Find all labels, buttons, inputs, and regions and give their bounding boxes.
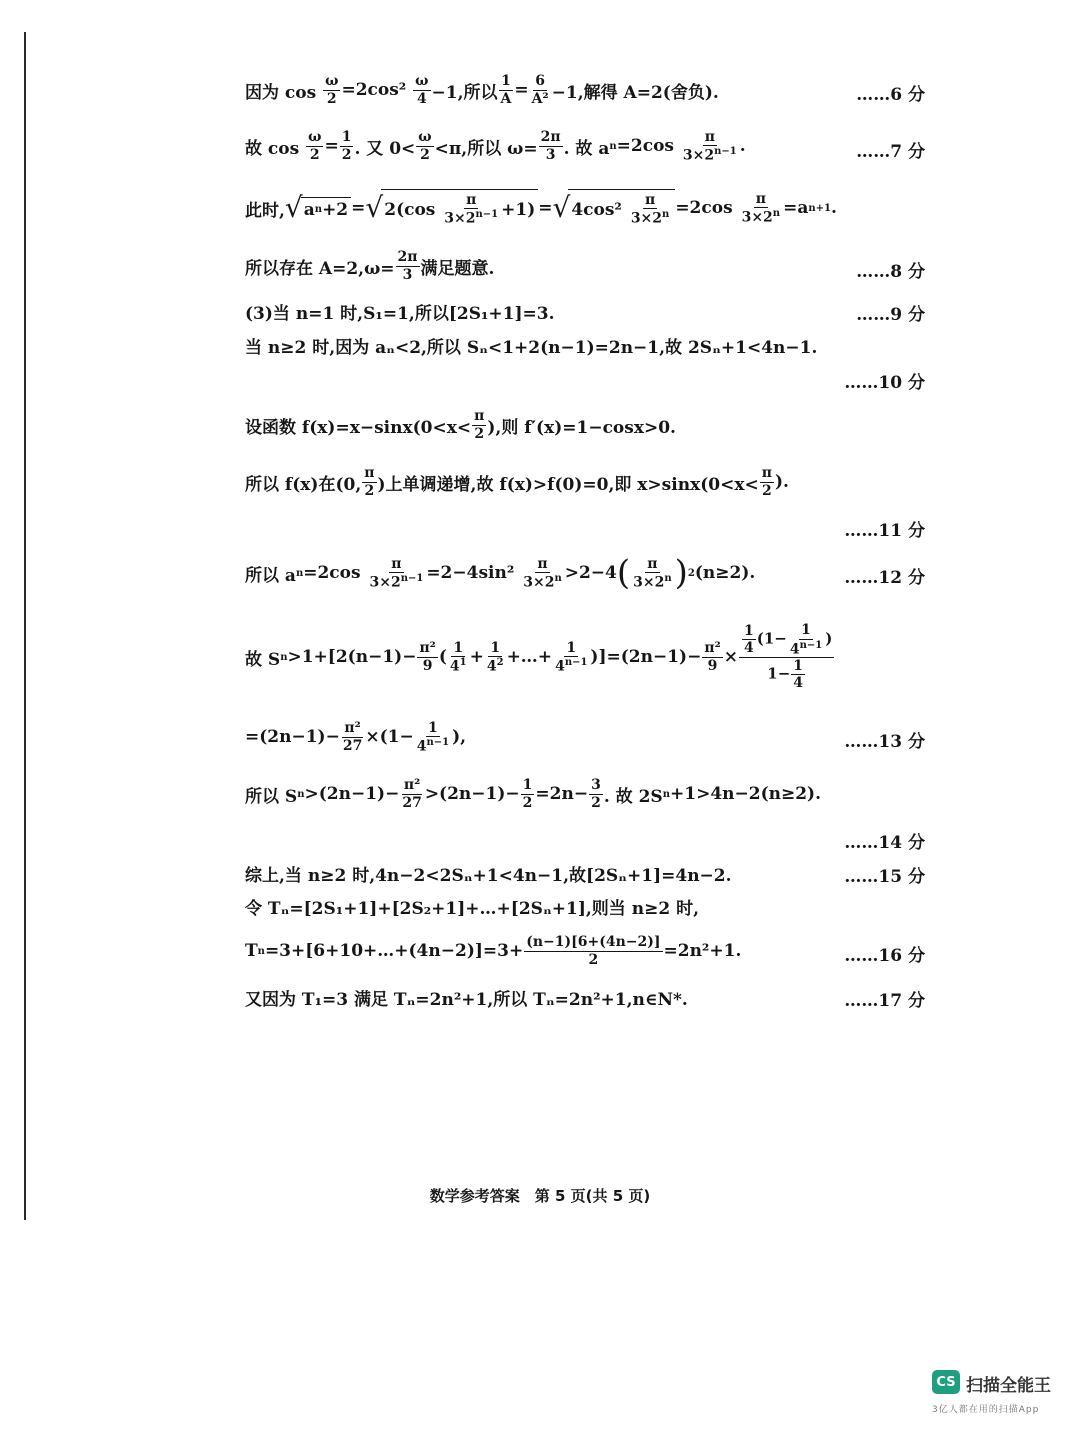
solution-line bbox=[245, 404, 925, 446]
solution-line: 当 n≥2 时,因为 aₙ<2,所以 Sₙ<1+2(n−1)=2n−1,故 2Sₙ+1<4n−1. bbox=[245, 337, 818, 358]
solution-line bbox=[245, 612, 925, 702]
solution-line: 综上,当 n≥2 时,4n−2<2Sₙ+1<4n−1,故[2Sₙ+1]=4n−2. bbox=[245, 865, 732, 886]
solution-line bbox=[245, 461, 925, 503]
line-expr: T n =3+[6+10+…+(4n−2)]=3+ $\frac{(n-1)[6+(4n-2)]}{2}$ =2n²+1. bbox=[245, 934, 742, 968]
score-mark: ……7 分 bbox=[856, 142, 925, 162]
solution-line bbox=[245, 715, 925, 759]
watermark-name: 扫描全能王 bbox=[966, 1376, 1051, 1396]
line-expr: 所以 f(x)在(0, $\frac{\pi}{2}$ )上单调递增,故 f(x)>f(0)=0,即 x>sinx(0<x< $\frac{\pi}{2}$ ). bbox=[245, 465, 789, 499]
score-mark: ……14 分 bbox=[844, 833, 925, 853]
scanner-watermark bbox=[930, 1370, 1060, 1420]
line-expr: 设函数 f(x)=x−sinx(0<x< $\frac{\pi}{2}$ ),则 f′(x)=1−cosx>0. bbox=[245, 408, 676, 442]
page-footer: 数学参考答案 第 5 页(共 5 页) bbox=[429, 1187, 651, 1205]
solution-line bbox=[245, 70, 925, 110]
watermark-tagline: 3亿人都在用的扫描App bbox=[932, 1405, 1040, 1415]
solution-line bbox=[245, 928, 925, 974]
line-expr: =(2n−1)− $\frac{\text{π²}}{27}$ ×(1− $\frac{1}{4^{n-1}}$ ), bbox=[245, 719, 467, 755]
score-mark: ……17 分 bbox=[844, 991, 925, 1011]
score-mark: ……10 分 bbox=[844, 373, 925, 393]
solution-line: 令 Tₙ=[2S₁+1]+[2S₂+1]+…+[2Sₙ+1],则当 n≥2 时, bbox=[245, 898, 699, 919]
line-expr: 故 cos $\frac{\omega}{2}$ = $\frac{1}{2}$ . 又 0< $\frac{\omega}{2}$ <π,所以 ω= $\frac{2\pi}{3}$ . 故 a n =2cos $\frac{\pi}{3\times 2^{n-1}}$ . bbox=[245, 128, 746, 164]
solution-line bbox=[245, 550, 925, 596]
line-expr: 所以存在 A=2,ω= $\frac{2\pi}{3}$ 满足题意. bbox=[245, 249, 495, 283]
solution-line: (3)当 n=1 时,S₁=1,所以[2S₁+1]=3. bbox=[245, 303, 555, 324]
line-expr: 所以 a n =2cos $\frac{\pi}{3\times 2^{n-1}}$ =2−4sin² $\frac{\pi}{3\times 2^n}$ >2−4 ( $\frac{\pi}{3\times 2^n}$ ) 2 (n≥2). bbox=[245, 553, 756, 593]
score-mark: ……13 分 bbox=[844, 732, 925, 752]
camscanner-logo-icon: CS bbox=[932, 1370, 960, 1394]
score-mark: ……6 分 bbox=[856, 85, 925, 105]
solution-line bbox=[245, 245, 925, 287]
score-mark: ……16 分 bbox=[844, 946, 925, 966]
solution-line bbox=[245, 184, 925, 232]
margin-line bbox=[24, 32, 26, 1220]
solution-line bbox=[245, 125, 925, 167]
line-expr: 故 S n >1+[2(n−1)− $\frac{\text{π²}}{9}$ ( $\frac{1}{4^1}$ + $\frac{1}{4^2}$ +…+ $\frac{1}{4^{n-1}}$ )]=(2n−1)− $\frac{\text{π²}}{9}$ × $\frac{1}{4}$ (1− $\frac{1}{4^{n-1}}$ ) 1− $\frac{1}{4}$ bbox=[245, 622, 833, 692]
line-expr: 此时, √ a n +2 = √ 2(cos $\frac{\pi}{3\times 2^{n-1}}$ +1) = √ 4cos² $\frac{\pi}{3\times 2^n}$ =2cos $\frac{\pi}{3\times 2^n}$ =a n+1 . bbox=[245, 190, 837, 227]
score-mark: ……9 分 bbox=[856, 305, 925, 325]
line-expr: 因为 cos $\frac{\omega}{2}$ =2cos² $\frac{\omega}{4}$ −1,所以 $\frac{1}{A}$ = $\frac{6}{\text{A²}}$ −1,解得 A=2(舍负). bbox=[245, 73, 719, 107]
score-mark: ……12 分 bbox=[844, 568, 925, 588]
solution-line bbox=[245, 772, 925, 816]
solution-line: 又因为 T₁=3 满足 Tₙ=2n²+1,所以 Tₙ=2n²+1,n∈N*. bbox=[245, 989, 688, 1010]
line-expr: 所以 S n >(2n−1)− $\frac{\text{π²}}{27}$ >(2n−1)− $\frac{1}{2}$ =2n− $\frac{3}{2}$ . 故 2S n +1>4n−2(n≥2). bbox=[245, 777, 822, 811]
score-mark: ……15 分 bbox=[844, 867, 925, 887]
score-mark: ……8 分 bbox=[856, 262, 925, 282]
score-mark: ……11 分 bbox=[844, 521, 925, 541]
